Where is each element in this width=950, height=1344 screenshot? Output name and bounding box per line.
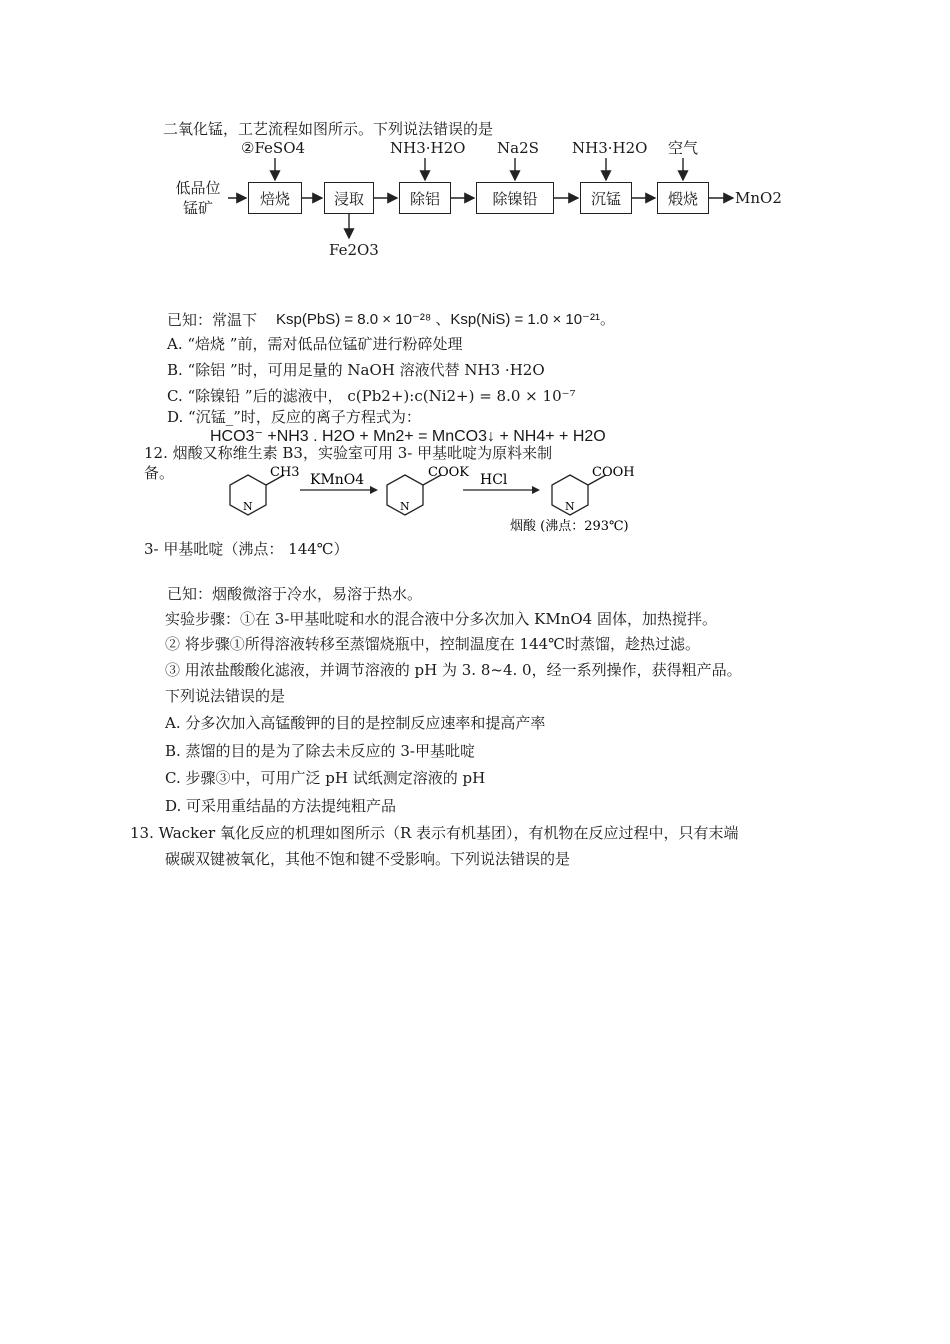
q11-known-ksp: Ksp(PbS) = 8.0 × 10⁻²⁸ 、Ksp(NiS) = 1.0 × 10⁻²¹。 — [276, 311, 615, 328]
q12-step3: ③ 用浓盐酸酸化滤液，并调节溶液的 pH 为 3. 8~4. 0，经一系列操作，获得粗产品。 — [165, 661, 742, 679]
q11-option-a: A. “焙烧 ”前，需对低品位锰矿进行粉碎处理 — [167, 335, 463, 353]
q12-intro-line1: 12. 烟酸又称维生素 B3，实验室可用 3- 甲基吡啶为原料来制 — [144, 444, 553, 462]
scheme-reagent-hcl: HCl — [480, 472, 508, 488]
q12-option-b: B. 蒸馏的目的是为了除去未反应的 3-甲基吡啶 — [165, 742, 475, 760]
flow-step-remove-al: 除铝 — [399, 182, 451, 214]
q12-option-c: C. 步骤③中，可用广泛 pH 试纸测定溶液的 pH — [165, 769, 486, 787]
q11-equation: HCO3⁻ +NH3 . H2O + Mn2+ = MnCO3↓ + NH4+ + H2O — [210, 428, 606, 445]
flow-arrows — [0, 0, 950, 300]
q12-option-a: A. 分多次加入高锰酸钾的目的是控制反应速率和提高产率 — [165, 714, 546, 732]
flow-step-remove-ni-pb: 除镍铅 — [476, 182, 554, 214]
flow-reagent-nh3h2o-2: NH3·H2O — [572, 139, 648, 157]
scheme-group-ch3: CH3 — [270, 465, 300, 480]
scheme-atom-n-2: N — [400, 500, 410, 513]
scheme-product-label: 烟酸 (沸点：293℃) — [510, 519, 629, 534]
q11-option-d: D. “沉锰_”时，反应的离子方程式为： — [167, 408, 421, 426]
q12-step2: ② 将步骤①所得溶液转移至蒸馏烧瓶中，控制温度在 144℃时蒸馏，趁热过滤。 — [165, 635, 700, 653]
q12-known: 已知：烟酸微溶于冷水，易溶于热水。 — [167, 585, 423, 603]
flow-product: MnO2 — [735, 189, 782, 207]
reaction-scheme — [0, 440, 950, 550]
q11-option-b: B. “除铝 ”时，可用足量的 NaOH 溶液代替 NH3 ·H2O — [167, 361, 545, 379]
scheme-atom-n-3: N — [565, 500, 575, 513]
flow-source: 低品位锰矿 — [175, 179, 221, 217]
flow-reagent-nh3h2o-1: NH3·H2O — [390, 139, 466, 157]
scheme-reagent-kmno4: KMnO4 — [310, 472, 365, 488]
flow-step-leach: 浸取 — [324, 182, 374, 214]
q11-known-prefix: 已知：常温下 — [167, 311, 258, 329]
flow-step-roast: 焙烧 — [248, 182, 302, 214]
flow-step-precipitate-mn: 沉锰 — [580, 182, 632, 214]
q12-start-label: 3- 甲基吡啶（沸点： 144℃） — [144, 540, 349, 558]
flow-reagent-feso4: ②FeSO4 — [241, 139, 306, 157]
flow-reagent-air: 空气 — [668, 139, 699, 157]
scheme-atom-n-1: N — [243, 500, 253, 513]
q11-intro: 二氧化锰，工艺流程如图所示。下列说法错误的是 — [163, 120, 494, 138]
scheme-group-cook: COOK — [428, 465, 469, 480]
q11-option-c: C. “除镍铅 ”后的滤液中， c(Pb2+):c(Ni2+) = 8.0 × 10⁻⁷ — [167, 387, 576, 405]
q13-line1: 13. Wacker 氧化反应的机理如图所示（R 表示有机基团），有机物在反应过程中，只有末端 — [130, 824, 739, 842]
scheme-group-cooh: COOH — [592, 465, 635, 480]
flow-byproduct: Fe2O3 — [329, 241, 379, 259]
flow-step-calcine: 煅烧 — [657, 182, 709, 214]
q13-line2: 碳碳双键被氧化，其他不饱和键不受影响。下列说法错误的是 — [165, 850, 571, 868]
q12-step1: 实验步骤：①在 3-甲基吡啶和水的混合液中分多次加入 KMnO4 固体，加热搅拌。 — [165, 610, 717, 628]
q12-intro-line2: 备。 — [144, 464, 175, 482]
flow-reagent-na2s: Na2S — [497, 139, 539, 157]
q12-ask: 下列说法错误的是 — [165, 687, 286, 705]
q12-option-d: D. 可采用重结晶的方法提纯粗产品 — [165, 797, 397, 815]
